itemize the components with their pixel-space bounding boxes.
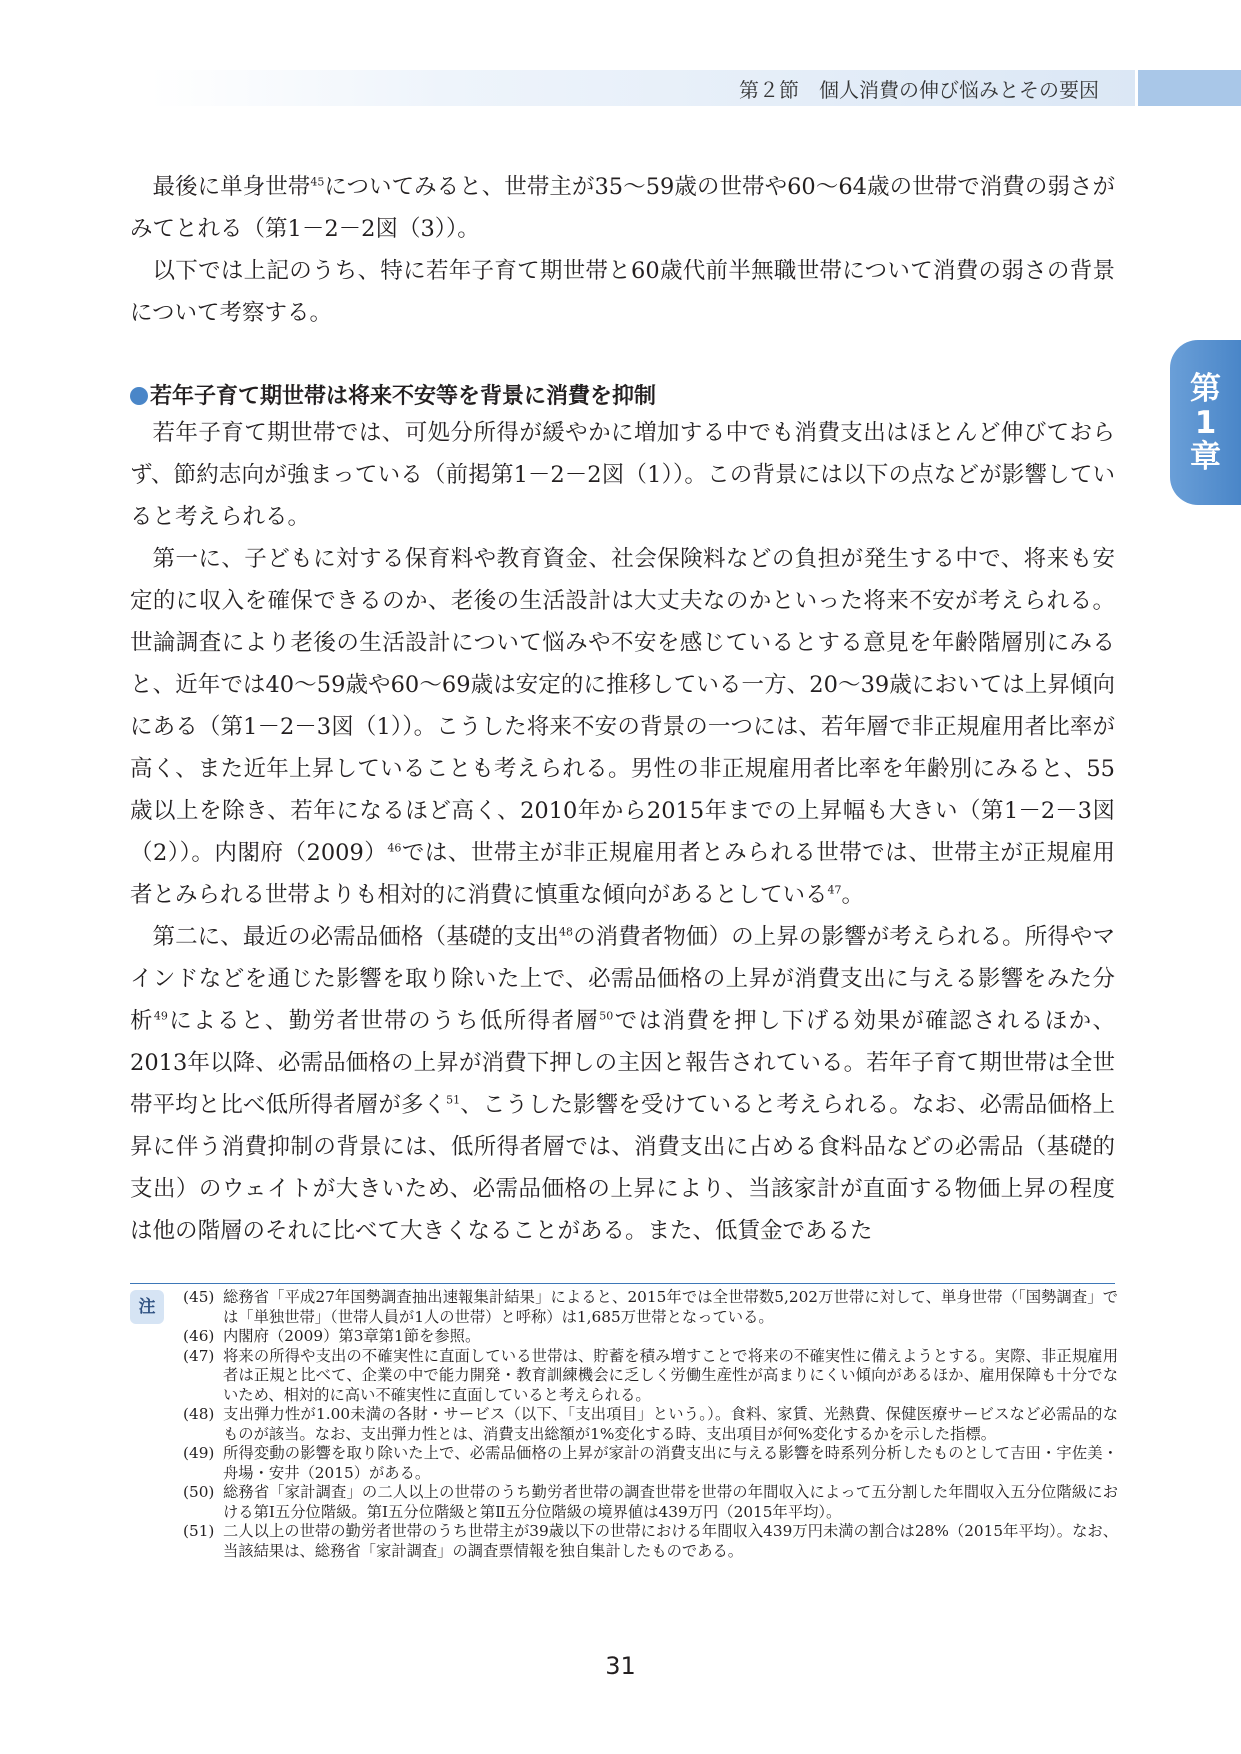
body-text-section xyxy=(130,412,1115,1252)
text-run: によると、勤労者世帯のうち低所得者層 xyxy=(167,1008,600,1034)
chapter-tab-line3: 章 xyxy=(1190,438,1221,475)
text-run: の消費者物価）の上昇の影響が考えられる。所得やマインドなどを通じた影響を取り除いた上で、必需品価格の上昇が消費支出に与える影響をみた分析 xyxy=(130,924,1115,1034)
footnote-item xyxy=(183,1444,1118,1483)
footnote-item xyxy=(183,1327,1118,1347)
footnote-number: (49) xyxy=(183,1444,215,1462)
footnote-item xyxy=(183,1522,1118,1561)
footnote-text: 総務省「家計調査」の二人以上の世帯のうち勤労者世帯の調査世帯を世帯の年間収入によって五分割した年間収入五分位階級における第Ⅰ五分位階級。第Ⅰ五分位階級と第Ⅱ五分位階級の境界値は439万円（2015年平均）。 xyxy=(223,1483,1118,1521)
footnote-item xyxy=(183,1347,1118,1406)
footnote-ref: 47 xyxy=(827,883,842,897)
paragraph xyxy=(130,538,1115,916)
notes-divider xyxy=(130,1283,1115,1284)
page-number: 31 xyxy=(605,1652,636,1680)
chapter-tab-line1: 第 xyxy=(1190,370,1221,407)
footnote-number: (48) xyxy=(183,1405,215,1423)
notes-label: 注 xyxy=(130,1290,164,1324)
footnote-ref: 51 xyxy=(446,1093,461,1107)
chapter-tab-line2: 1 xyxy=(1194,404,1217,441)
text-run: では消費を押し下げる効果が確認されるほか、2013年以降、必需品価格の上昇が消費下押しの主因と報告されている。若年子育て期世帯は全世帯平均と比べ低所得者層が多く xyxy=(130,1008,1115,1118)
text-run: では、世帯主が非正規雇用者とみられる世帯では、世帯主が正規雇用者とみられる世帯よりも相対的に消費に慎重な傾向があるとしている xyxy=(130,840,1115,908)
section-heading-text: 若年子育て期世帯は将来不安等を背景に消費を抑制 xyxy=(150,384,657,409)
footnote-number: (47) xyxy=(183,1346,215,1365)
paragraph: 以下では上記のうち、特に若年子育て期世帯と60歳代前半無職世帯について消費の弱さの背景について考察する。 xyxy=(130,258,1115,326)
footnote-item xyxy=(183,1405,1118,1444)
footnote-ref: 45 xyxy=(310,175,325,189)
text-run: 。 xyxy=(841,882,865,908)
footnote-number: (46) xyxy=(183,1327,215,1345)
footnote-item xyxy=(183,1483,1118,1522)
footnote-item xyxy=(183,1288,1118,1327)
section-heading xyxy=(130,377,656,417)
footnote-ref: 49 xyxy=(153,1009,168,1023)
footnote-ref: 48 xyxy=(559,925,573,939)
paragraph xyxy=(130,166,1115,250)
bullet-icon xyxy=(130,387,148,405)
footnote-text: 支出弾力性が1.00未満の各財・サービス（以下、「支出項目」という。）。食料、家賃、光熱費、保健医療サービスなど必需品的なものが該当。なお、支出弾力性とは、消費支出総額が1%変化する時、支出項目が何%変化するかを示した指標。 xyxy=(223,1405,1118,1443)
footnote-ref: 50 xyxy=(599,1009,614,1023)
paragraph: 若年子育て期世帯では、可処分所得が緩やかに増加する中でも消費支出はほとんど伸びておらず、節約志向が強まっている（前掲第1－2－2図（1））。この背景には以下の点などが影響していると考えられる。 xyxy=(130,420,1115,530)
body-text-intro xyxy=(130,166,1115,334)
text-run: 、こうした影響を受けていると考えられる。なお、必需品価格上昇に伴う消費抑制の背景には、低所得者層では、消費支出に占める食料品などの必需品（基礎的支出）のウェイトが大きいため、必需品価格の上昇により、当該家計が直面する物価上昇の程度は他の階層のそれに比べて大きくなることがある。また、低賃金であるた xyxy=(130,1092,1115,1244)
footnote-text: 将来の所得や支出の不確実性に直面している世帯は、貯蓄を積み増すことで将来の不確実性に備えようとする。実際、非正規雇用者は正規と比べて、企業の中で能力開発・教育訓練機会に乏しく労働生産性が高まりにくい傾向があるほか、雇用保障も十分でないため、相対的に高い不確実性に直面していると考えられる。 xyxy=(223,1346,1118,1404)
footnote-text: 二人以上の世帯の勤労者世帯のうち世帯主が39歳以下の世帯における年間収入439万円未満の割合は28%（2015年平均）。なお、当該結果は、総務省「家計調査」の調査票情報を独自集計したものである。 xyxy=(223,1522,1118,1560)
footnote-text: 内閣府（2009）第3章第1節を参照。 xyxy=(223,1327,481,1345)
footnote-text: 所得変動の影響を取り除いた上で、必需品価格の上昇が家計の消費支出に与える影響を時系列分析したものとして吉田・宇佐美・舟場・安井（2015）がある。 xyxy=(223,1444,1118,1482)
text-run: についてみると、世帯主が35〜59歳の世帯や60〜64歳の世帯で消費の弱さがみてとれる（第1－2－2図（3））。 xyxy=(130,174,1115,242)
paragraph xyxy=(130,916,1115,1252)
footnote-number: (50) xyxy=(183,1483,215,1501)
footnote-ref: 46 xyxy=(387,841,402,855)
text-run: 第一に、子どもに対する保育料や教育資金、社会保険料などの負担が発生する中で、将来も安定的に収入を確保できるのか、老後の生活設計は大丈夫なのかといった将来不安が考えられる。世論調査により老後の生活設計について悩みや不安を感じているとする意見を年齢階層別にみると、近年では40〜59歳や60〜69歳は安定的に推移している一方、20〜39歳においては上昇傾向にある（第1－2－3図（1））。こうした将来不安の背景の一つには、若年層で非正規雇用者比率が高く、また近年上昇していることも考えられる。男性の非正規雇用者比率を年齢別にみると、55歳以上を除き、若年になるほど高く、2010年から2015年までの上昇幅も大きい（第1－2－3図（2））。内閣府（2009） xyxy=(130,546,1115,866)
text-run: 第二に、最近の必需品価格（基礎的支出 xyxy=(152,924,559,950)
text-run: 最後に単身世帯 xyxy=(152,174,311,200)
footnote-text: 総務省「平成27年国勢調査抽出速報集計結果」によると、2015年では全世帯数5,202万世帯に対して、単身世帯（「国勢調査」では「単独世帯」（世帯人員が1人の世帯）と呼称）は1,685万世帯となっている。 xyxy=(223,1288,1118,1326)
footnotes xyxy=(183,1288,1118,1561)
header-tab xyxy=(1138,70,1241,106)
footnote-number: (51) xyxy=(183,1522,215,1540)
running-header-title: 第２節 個人消費の伸び悩みとその要因 xyxy=(739,78,1099,102)
chapter-tab xyxy=(1170,340,1241,505)
footnote-number: (45) xyxy=(183,1288,215,1306)
